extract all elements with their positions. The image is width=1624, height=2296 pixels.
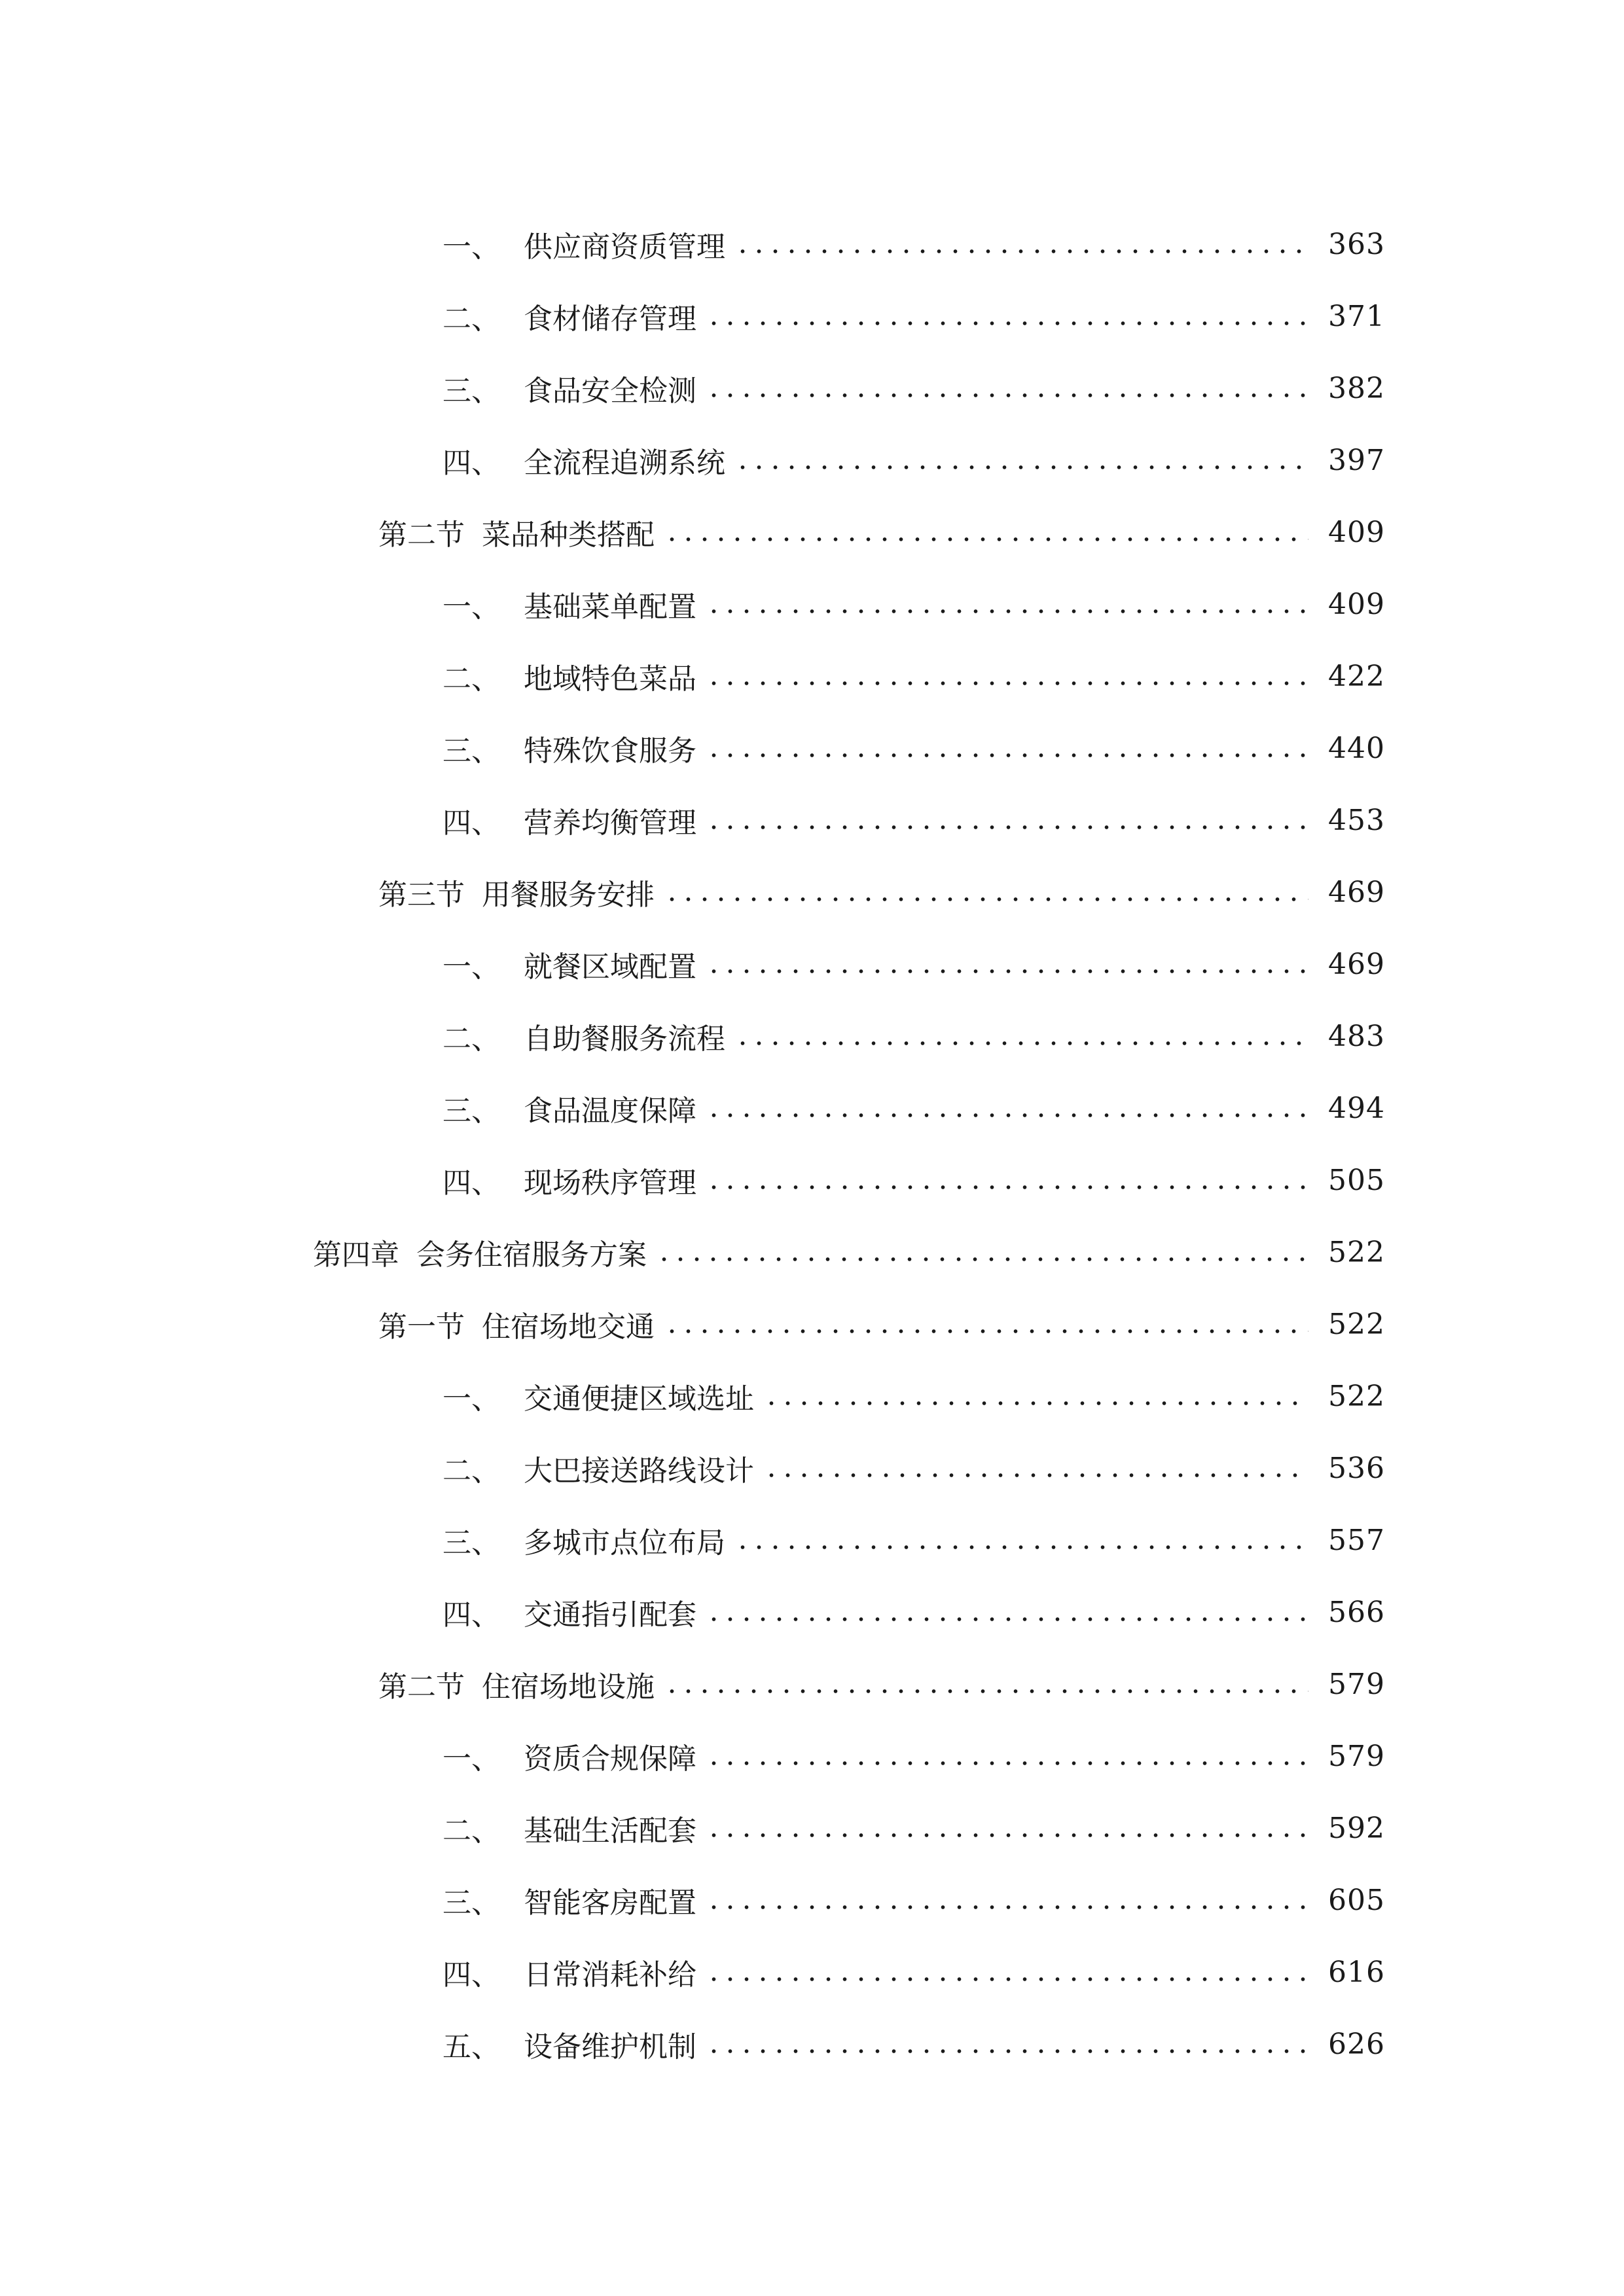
toc-entry-label <box>378 1663 655 1705</box>
toc-entry-number: 四、 <box>442 1958 500 1992</box>
toc-entry-title: 交通便捷区域选址 <box>524 1382 754 1416</box>
toc-page-number: 566 <box>1328 1595 1385 1629</box>
toc-entry-number: 三、 <box>442 374 500 408</box>
toc-entry-title: 设备维护机制 <box>524 2030 696 2064</box>
toc-entry-label <box>442 1591 696 1633</box>
dot-leader <box>706 1184 1308 1191</box>
dot-leader <box>706 1760 1308 1767</box>
toc-entry-label <box>442 439 725 481</box>
toc-entry-number: 第一节 <box>378 1310 465 1344</box>
toc-entry-number: 三、 <box>442 1886 500 1920</box>
toc-entry-title: 会务住宿服务方案 <box>416 1238 647 1272</box>
toc-section-entry[interactable] <box>0 1648 1624 1720</box>
toc-entry-label <box>442 1375 754 1417</box>
dot-leader <box>706 680 1308 687</box>
toc-entry-title: 营养均衡管理 <box>524 806 696 840</box>
toc-entry-title: 食材储存管理 <box>524 302 696 336</box>
toc-page-number: 494 <box>1328 1091 1385 1125</box>
toc-entry-label <box>442 583 696 625</box>
dot-leader <box>706 320 1308 327</box>
toc-subsection-entry[interactable] <box>0 1576 1624 1648</box>
toc-entry-label <box>442 1447 754 1489</box>
dot-leader <box>706 1112 1308 1119</box>
toc-entry-label <box>378 1303 655 1345</box>
toc-entry-title: 住宿场地设施 <box>482 1670 655 1704</box>
toc-entry-label <box>313 1231 647 1273</box>
toc-entry-number: 五、 <box>442 2030 500 2064</box>
toc-entry-label <box>442 367 696 409</box>
toc-chapter-entry[interactable] <box>0 1216 1624 1288</box>
toc-page-number: 371 <box>1328 299 1385 333</box>
toc-subsection-entry[interactable] <box>0 1072 1624 1144</box>
toc-subsection-entry[interactable] <box>0 2008 1624 2080</box>
toc-page-number: 557 <box>1328 1523 1385 1557</box>
toc-entry-number: 一、 <box>442 590 500 624</box>
toc-subsection-entry[interactable] <box>0 1144 1624 1216</box>
dot-leader <box>763 1400 1308 1407</box>
toc-subsection-entry[interactable] <box>0 208 1624 280</box>
toc-page-number: 579 <box>1328 1667 1385 1701</box>
dot-leader <box>664 896 1308 903</box>
dot-leader <box>706 608 1308 615</box>
toc-subsection-entry[interactable] <box>0 1864 1624 1936</box>
toc-subsection-entry[interactable] <box>0 568 1624 640</box>
toc-entry-number: 一、 <box>442 230 500 264</box>
dot-leader <box>706 824 1308 831</box>
toc-entry-label <box>442 799 696 841</box>
toc-entry-title: 基础菜单配置 <box>524 590 696 624</box>
toc-entry-title: 地域特色菜品 <box>524 662 696 696</box>
dot-leader <box>706 752 1308 759</box>
toc-entry-label <box>442 655 696 697</box>
toc-entry-number: 第二节 <box>378 518 465 552</box>
dot-leader <box>734 248 1308 255</box>
toc-entry-number: 四、 <box>442 1166 500 1200</box>
toc-entry-number: 三、 <box>442 734 500 768</box>
toc-entry-number: 第三节 <box>378 878 465 912</box>
toc-page-number: 616 <box>1328 1955 1385 1989</box>
toc-entry-number: 第二节 <box>378 1670 465 1704</box>
toc-entry-title: 自助餐服务流程 <box>524 1022 725 1056</box>
dot-leader <box>664 1688 1308 1695</box>
toc-page-number: 363 <box>1328 227 1385 261</box>
toc-entry-title: 交通指引配套 <box>524 1598 696 1632</box>
toc-entry-number: 二、 <box>442 1814 500 1848</box>
toc-entry-label <box>442 1087 696 1129</box>
toc-entry-label <box>442 223 725 265</box>
toc-entry-title: 多城市点位布局 <box>524 1526 725 1560</box>
toc-subsection-entry[interactable] <box>0 1000 1624 1072</box>
toc-subsection-entry[interactable] <box>0 1504 1624 1576</box>
toc-page-number: 483 <box>1328 1019 1385 1053</box>
toc-entry-label <box>442 943 696 985</box>
toc-entry-title: 智能客房配置 <box>524 1886 696 1920</box>
toc-page-number: 422 <box>1328 659 1385 693</box>
dot-leader <box>664 536 1308 543</box>
toc-subsection-entry[interactable] <box>0 1720 1624 1792</box>
toc-subsection-entry[interactable] <box>0 1936 1624 2008</box>
toc-entry-number: 四、 <box>442 1598 500 1632</box>
toc-page-number: 592 <box>1328 1811 1385 1845</box>
toc-entry-number: 四、 <box>442 806 500 840</box>
toc-page-number: 626 <box>1328 2027 1385 2061</box>
toc-entry-number: 二、 <box>442 302 500 336</box>
toc-subsection-entry[interactable] <box>0 1432 1624 1504</box>
dot-leader <box>656 1256 1308 1263</box>
toc-entry-title: 现场秩序管理 <box>524 1166 696 1200</box>
toc-entry-title: 资质合规保障 <box>524 1742 696 1776</box>
toc-subsection-entry[interactable] <box>0 784 1624 856</box>
toc-entry-title: 大巴接送路线设计 <box>524 1454 754 1488</box>
toc-page-number: 536 <box>1328 1451 1385 1485</box>
toc-entry-label <box>442 1159 696 1201</box>
toc-subsection-entry[interactable] <box>0 640 1624 712</box>
toc-entry-title: 菜品种类搭配 <box>482 518 655 552</box>
toc-page-number: 382 <box>1328 371 1385 405</box>
toc-page-number: 579 <box>1328 1739 1385 1773</box>
toc-page-number: 605 <box>1328 1883 1385 1917</box>
dot-leader <box>706 392 1308 399</box>
toc-section-entry[interactable] <box>0 856 1624 928</box>
dot-leader <box>706 968 1308 975</box>
table-of-contents <box>0 208 1624 2080</box>
toc-entry-label <box>442 727 696 769</box>
toc-page-number: 453 <box>1328 803 1385 837</box>
dot-leader <box>706 2048 1308 2054</box>
toc-page-number: 522 <box>1328 1379 1385 1413</box>
toc-subsection-entry[interactable] <box>0 928 1624 1000</box>
toc-entry-number: 三、 <box>442 1094 500 1128</box>
toc-entry-title: 全流程追溯系统 <box>524 446 725 480</box>
toc-page-number: 522 <box>1328 1235 1385 1269</box>
toc-entry-title: 就餐区域配置 <box>524 950 696 984</box>
dot-leader <box>706 1616 1308 1623</box>
toc-entry-title: 基础生活配套 <box>524 1814 696 1848</box>
toc-entry-number: 二、 <box>442 1022 500 1056</box>
toc-section-entry[interactable] <box>0 1288 1624 1360</box>
toc-subsection-entry[interactable] <box>0 1792 1624 1864</box>
toc-entry-title: 日常消耗补给 <box>524 1958 696 1992</box>
toc-entry-label <box>442 1807 696 1849</box>
toc-entry-label <box>442 1519 725 1561</box>
dot-leader <box>664 1328 1308 1335</box>
toc-entry-label <box>442 2023 696 2065</box>
toc-page-number: 469 <box>1328 875 1385 909</box>
toc-entry-label <box>442 1879 696 1921</box>
toc-entry-number: 一、 <box>442 1382 500 1416</box>
toc-entry-label <box>442 1951 696 1993</box>
toc-entry-label <box>442 295 696 337</box>
dot-leader <box>734 1544 1308 1551</box>
toc-entry-title: 食品温度保障 <box>524 1094 696 1128</box>
toc-entry-number: 三、 <box>442 1526 500 1560</box>
toc-subsection-entry[interactable] <box>0 424 1624 496</box>
dot-leader <box>734 464 1308 471</box>
toc-subsection-entry[interactable] <box>0 1360 1624 1432</box>
toc-entry-number: 四、 <box>442 446 500 480</box>
toc-page-number: 397 <box>1328 443 1385 477</box>
dot-leader <box>706 1976 1308 1982</box>
dot-leader <box>763 1472 1308 1479</box>
toc-entry-number: 一、 <box>442 950 500 984</box>
toc-entry-number: 二、 <box>442 1454 500 1488</box>
toc-page-number: 469 <box>1328 947 1385 981</box>
toc-entry-number: 二、 <box>442 662 500 696</box>
toc-page-number: 409 <box>1328 515 1385 549</box>
toc-page-number: 505 <box>1328 1163 1385 1197</box>
toc-entry-title: 特殊饮食服务 <box>524 734 696 768</box>
dot-leader <box>706 1832 1308 1839</box>
toc-page-number: 522 <box>1328 1307 1385 1341</box>
toc-entry-label <box>378 871 655 913</box>
toc-entry-title: 食品安全检测 <box>524 374 696 408</box>
toc-page-number: 440 <box>1328 731 1385 765</box>
toc-entry-title: 供应商资质管理 <box>524 230 725 264</box>
dot-leader <box>734 1040 1308 1047</box>
toc-entry-label <box>378 511 655 553</box>
toc-section-entry[interactable] <box>0 496 1624 568</box>
toc-entry-label <box>442 1015 725 1057</box>
toc-subsection-entry[interactable] <box>0 352 1624 424</box>
toc-entry-number: 第四章 <box>313 1238 399 1272</box>
toc-entry-title: 住宿场地交通 <box>482 1310 655 1344</box>
toc-page-number: 409 <box>1328 587 1385 621</box>
toc-entry-title: 用餐服务安排 <box>482 878 655 912</box>
toc-entry-number: 一、 <box>442 1742 500 1776</box>
dot-leader <box>706 1904 1308 1910</box>
toc-subsection-entry[interactable] <box>0 280 1624 352</box>
toc-subsection-entry[interactable] <box>0 712 1624 784</box>
toc-entry-label <box>442 1735 696 1777</box>
